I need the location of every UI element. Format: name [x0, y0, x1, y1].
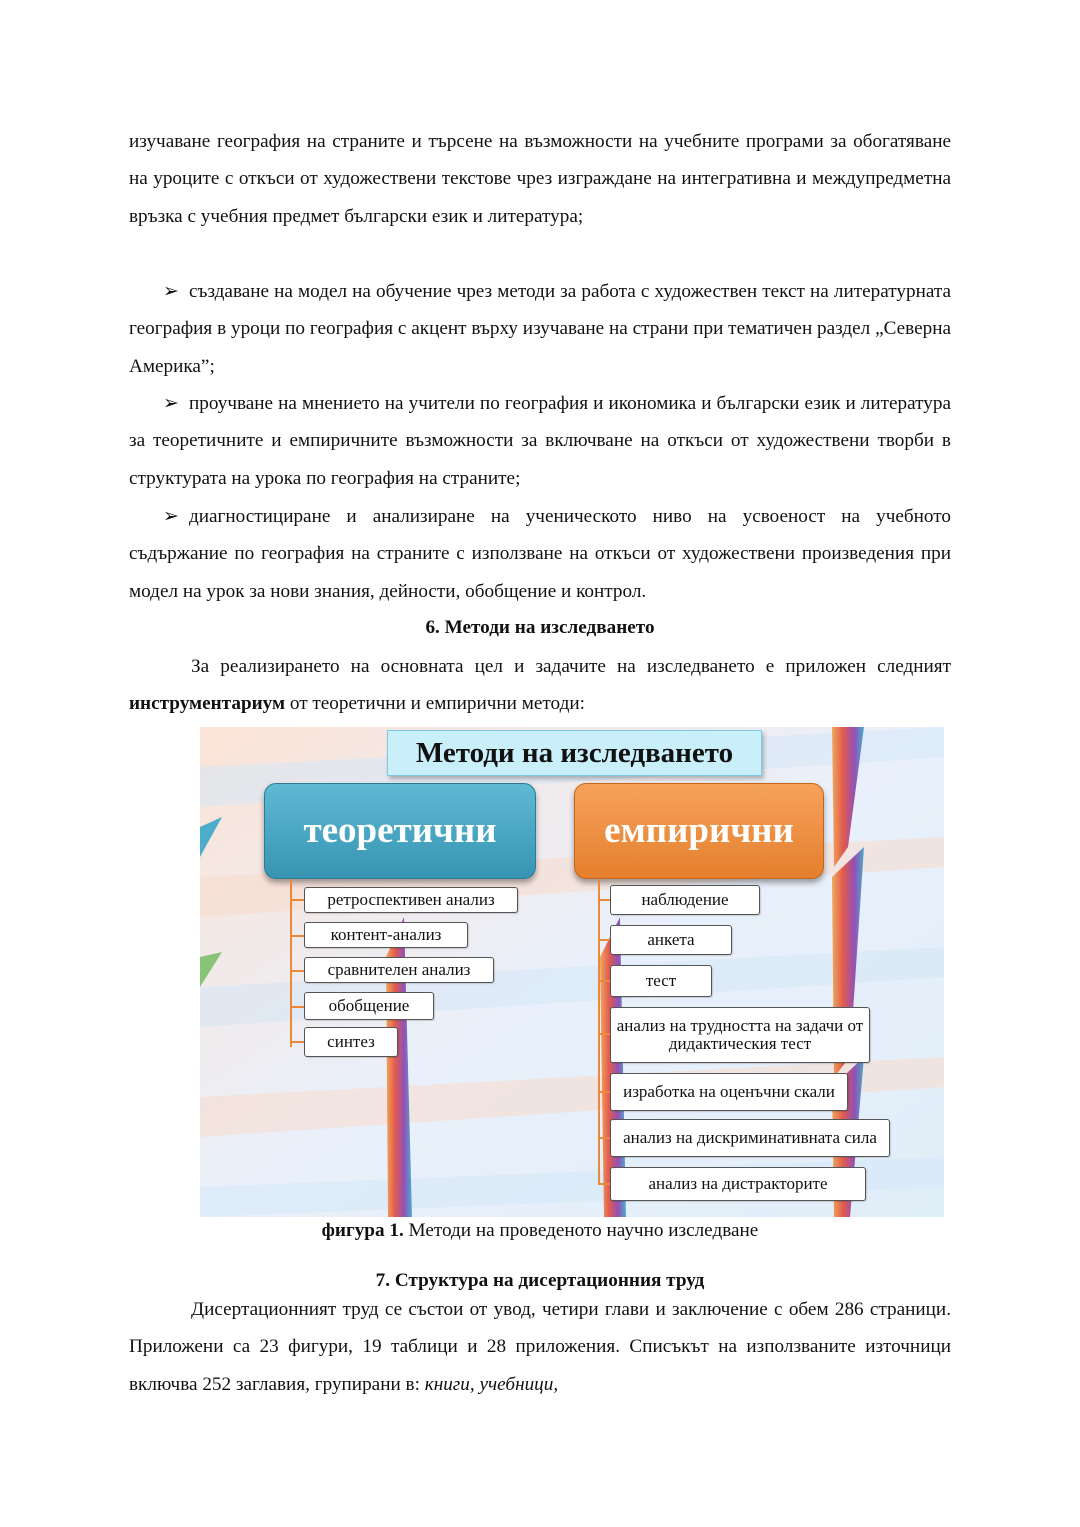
- methods-intro: За реализирането на основната цел и задачите на изследването е приложен следният инструментариум от теоретични и емпирични методи:: [129, 656, 951, 715]
- connector-line: [598, 1091, 610, 1093]
- empirical-methods-box: емпирични: [574, 783, 824, 879]
- methods-diagram: [200, 727, 944, 1217]
- figure-number: фигура 1.: [321, 1220, 404, 1241]
- connector-line: [290, 899, 304, 901]
- paragraph-continuation: изучаване география на страните и търсене на възможности на учебните програми за обогатяване на уроците с откъси от художествени текстове чрез изграждане на интегративна и междупредметна връзка с учебния предмет български език и литература;: [129, 131, 951, 227]
- arrow-bullet-icon: ➢: [163, 393, 180, 414]
- list-item-text: проучване на мнението на учители по география и икономика и български език и литература за теоретичните и емпиричните възможности за включване на откъси от художествени творби в структурата на урока по география на страните;: [129, 393, 951, 489]
- connector-line: [290, 879, 292, 1047]
- list-item-text: създаване на модел на обучение чрез методи за работа с художествен текст на литературната география в уроци по география с акцент върху изучаване на страни при тематичен раздел „Северна Америка”;: [129, 281, 951, 377]
- italic-text: книги, учебници,: [424, 1373, 559, 1395]
- arrow-bullet-icon: ➢: [163, 281, 180, 302]
- connector-line: [290, 935, 304, 937]
- empirical-method-item: анализ на дискриминативната сила: [610, 1119, 890, 1157]
- theoretical-method-item: синтез: [304, 1027, 398, 1057]
- connector-line: [598, 1183, 610, 1185]
- list-item: [129, 498, 951, 610]
- empirical-method-item: анкета: [610, 925, 732, 955]
- connector-line: [598, 980, 610, 982]
- connector-line: [290, 1041, 304, 1043]
- theoretical-method-item: сравнителен анализ: [304, 957, 494, 983]
- empirical-method-item: изработка на оценъчни скали: [610, 1073, 848, 1111]
- theoretical-method-item: обобщение: [304, 992, 434, 1020]
- connector-line: [598, 879, 600, 1185]
- connector-line: [290, 1006, 304, 1008]
- connector-line: [598, 899, 610, 901]
- list-item: [129, 273, 951, 385]
- section-heading-structure: 7. Структура на дисертационния труд: [375, 1270, 705, 1291]
- empirical-method-item: анализ на трудността на задачи от дидактическия тест: [610, 1007, 870, 1063]
- section-heading-methods: 6. Методи на изследването: [425, 617, 655, 638]
- connector-line: [290, 970, 304, 972]
- arrow-bullet-icon: ➢: [163, 506, 180, 527]
- list-item-text: диагностициране и анализиране на ученическото ниво на усвоеност на учебното съдържание по география на страните с използване на откъси от художествени произведения при модел на урок за нови знания, дейности, обобщение и контрол.: [129, 506, 951, 602]
- empirical-method-item: анализ на дистракторите: [610, 1167, 866, 1201]
- empirical-method-item: наблюдение: [610, 885, 760, 915]
- theoretical-method-item: контент-анализ: [304, 922, 468, 948]
- list-item: [129, 385, 951, 497]
- diagram-title: Методи на изследването: [387, 730, 762, 776]
- figure-caption: фигура 1. Методи на проведеното научно изследване: [321, 1220, 759, 1241]
- theoretical-methods-box: теоретични: [264, 783, 536, 879]
- connector-line: [598, 1137, 610, 1139]
- connector-line: [598, 939, 610, 941]
- empirical-method-item: тест: [610, 965, 712, 997]
- theoretical-method-item: ретроспективен анализ: [304, 887, 518, 913]
- structure-paragraph: Дисертационният труд се състои от увод, четири глави и заключение с обем 286 страници. Приложени са 23 фигури, 19 таблици и 28 приложения. Списъкът на използваните източници включва 252 заглавия, групирани в: книги, учебници,: [129, 1299, 951, 1395]
- connector-line: [598, 1033, 610, 1035]
- bold-term: инструментариум: [129, 693, 286, 715]
